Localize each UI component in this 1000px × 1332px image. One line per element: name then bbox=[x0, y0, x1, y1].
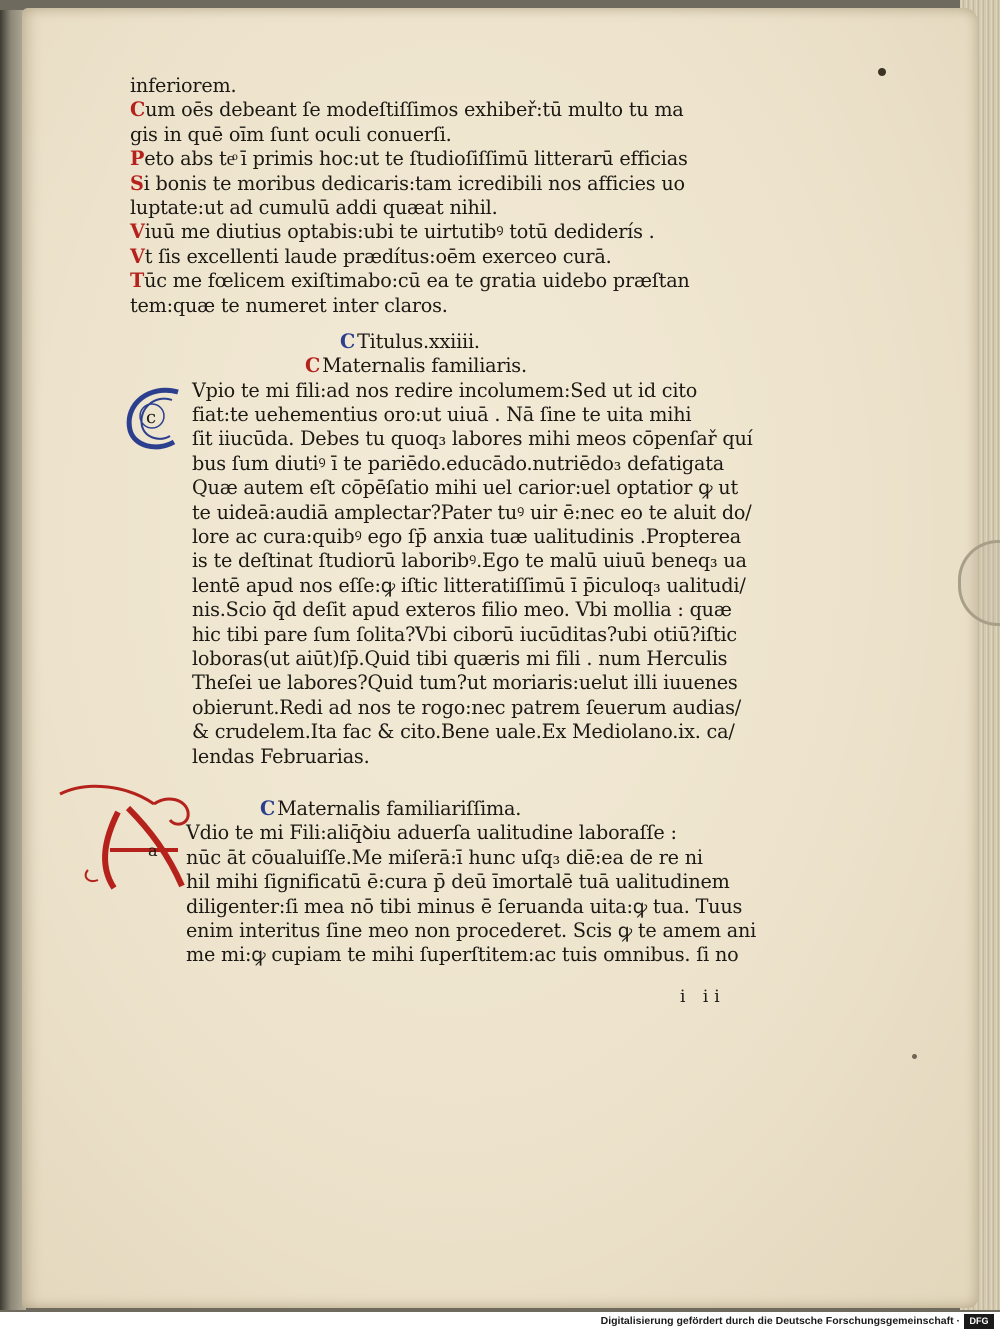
rubricated-initial: V bbox=[130, 220, 145, 244]
text-line bbox=[130, 220, 770, 244]
line-text: Quæ autem eſt cōpēſatio mihi uel carior:uel optatior ꝙ ut bbox=[192, 476, 738, 500]
line-text: lore ac cura:quibꝰ ego ſp̄ anxia tuæ ualitudinis .Propterea bbox=[192, 525, 741, 549]
line-text: ūc me fœlicem exiſtimabo:cū ea te gratia uidebo præſtan bbox=[144, 269, 690, 293]
letter-heading bbox=[130, 797, 770, 821]
line-text: hil mihi ſignificatū ē:cura p̄ deū īmortalē tuā ualitudinem bbox=[186, 870, 730, 894]
text-line bbox=[130, 172, 770, 196]
pilcrow-mark: C bbox=[260, 796, 276, 820]
text-line bbox=[192, 720, 770, 744]
line-text: eto abs teͦ ī primis hoc:ut te ſtudioſiſſimū litterarū efficias bbox=[144, 147, 688, 171]
text-line bbox=[192, 574, 770, 598]
letter-heading bbox=[130, 354, 770, 378]
rubricated-initial: S bbox=[130, 171, 144, 195]
line-text: nis.Scio q̄d deſit apud exteros filio meo. Vbi mollia : quæ bbox=[192, 598, 732, 622]
line-text: & crudelem.Ita fac & cito.Bene uale.Ex Mediolano.ix. ca/ bbox=[192, 720, 735, 744]
ink-spot bbox=[878, 68, 886, 76]
letter-heading-text: Maternalis familiaris. bbox=[322, 354, 527, 378]
text-line bbox=[130, 245, 770, 269]
line-text: luptate:ut ad cumulū addi quæat nihil. bbox=[130, 195, 498, 219]
line-text: Theſei ue labores?Quid tum?ut moriaris:uelut illi iuuenes bbox=[192, 671, 738, 695]
line-text: inferiorem. bbox=[130, 74, 237, 97]
paragraph-part1 bbox=[130, 74, 770, 318]
initial-c-guide-letter: c bbox=[146, 407, 157, 428]
paragraph-part2 bbox=[130, 379, 770, 769]
line-text: iuū me diutius optabis:ubi te uirtutibꝰ totū dediderís . bbox=[144, 220, 655, 244]
line-text: is te deſtinat ſtudiorū laboribꝰ.Ego te malū uiuū beneq₃ ua bbox=[192, 549, 747, 573]
section-title-text: Titulus.xxiiii. bbox=[357, 329, 480, 353]
rubricated-initial: C bbox=[130, 98, 146, 122]
footer-credit: Digitalisierung gefördert durch die Deutsche Forschungsgemeinschaft · bbox=[600, 1315, 960, 1327]
rubricated-initial: T bbox=[130, 269, 145, 293]
line-text: bus ſum diutiꝰ ī te pariēdo.educādo.nutriēdo₃ defatigata bbox=[192, 451, 724, 475]
footer-bar bbox=[0, 1312, 1000, 1332]
line-text: t ſis excellenti laude prædítus:oēm exerceo curā. bbox=[144, 244, 612, 268]
line-text: enim interitus ſine meo non procederet. Scis ꝙ te amem ani bbox=[186, 918, 757, 942]
line-text: lendas Februarias. bbox=[192, 744, 370, 768]
text-line bbox=[130, 294, 770, 318]
text-line bbox=[186, 943, 770, 967]
line-text: Vdio te mi Fili:aliq̄ꝺiu aduerſa ualitudine laboraſſe : bbox=[186, 821, 677, 845]
text-line bbox=[192, 501, 770, 525]
ink-spot bbox=[912, 1054, 917, 1059]
initial-a-guide-letter: a bbox=[148, 841, 158, 860]
line-text: te uideā:audiā amplectar?Pater tuꝰ uir ē:nec eo te aluit do/ bbox=[192, 500, 752, 524]
text-line bbox=[192, 745, 770, 769]
text-line bbox=[130, 98, 770, 122]
text-line bbox=[192, 476, 770, 500]
line-text: i bonis te moribus dedicaris:tam icredibili nos afficies uo bbox=[143, 171, 685, 195]
text-block bbox=[130, 74, 770, 968]
rubricated-initial: V bbox=[130, 244, 145, 268]
pilcrow-mark: C bbox=[340, 329, 356, 353]
letter-heading-text: Maternalis familiariſſima. bbox=[277, 796, 522, 820]
text-line bbox=[186, 919, 770, 943]
line-text: gis in quē oīm ſunt oculi conuerſi. bbox=[130, 122, 452, 146]
text-line bbox=[192, 623, 770, 647]
dfg-logo-icon: DFG bbox=[964, 1314, 994, 1329]
text-line bbox=[130, 269, 770, 293]
pilcrow-mark: C bbox=[305, 354, 321, 378]
text-line bbox=[192, 452, 770, 476]
folio-signature: i ii bbox=[680, 987, 726, 1007]
text-line bbox=[186, 821, 770, 845]
text-line bbox=[192, 525, 770, 549]
line-text: diligenter:ſi mea nō tibi minus ē ſeruanda uita:ꝙ tua. Tuus bbox=[186, 894, 743, 918]
line-text: tem:quæ te numeret inter claros. bbox=[130, 293, 448, 317]
text-line bbox=[192, 427, 770, 451]
text-line bbox=[130, 123, 770, 147]
text-line bbox=[192, 696, 770, 720]
text-line bbox=[192, 671, 770, 695]
text-line bbox=[192, 647, 770, 671]
text-line bbox=[192, 403, 770, 427]
paragraph-part3 bbox=[130, 821, 770, 967]
section-title bbox=[130, 330, 770, 354]
line-text: fiat:te uehementius oro:ut uiuā . Nā ſine te uita mihi bbox=[192, 403, 692, 427]
text-line bbox=[130, 147, 770, 171]
text-line bbox=[186, 846, 770, 870]
text-line bbox=[186, 895, 770, 919]
text-line bbox=[186, 870, 770, 894]
text-line bbox=[192, 598, 770, 622]
line-text: hic tibi pare ſum ſolita?Vbi ciborū iucūditas?ubi otiū?iſtic bbox=[192, 622, 737, 646]
text-line bbox=[130, 196, 770, 220]
text-line bbox=[130, 74, 770, 98]
text-line bbox=[192, 549, 770, 573]
line-text: Vpio te mi fili:ad nos redire incolumem:Sed ut id cito bbox=[192, 378, 698, 402]
line-text: um oēs debeant ſe modeſtiſſimos exhibeř:tū multo tu ma bbox=[145, 98, 684, 122]
text-line bbox=[192, 379, 770, 403]
line-text: obierunt.Redi ad nos te rogo:nec patrem ſeuerum audias/ bbox=[192, 695, 741, 719]
line-text: me mi:ꝙ cupiam te mihi ſuperſtitem:ac tuis omnibus. ſi no bbox=[186, 943, 739, 967]
line-text: loboras(ut aiūt)ſp̄.Quid tibi quæris mi fili . num Herculis bbox=[192, 646, 728, 670]
line-text: nūc āt cōualuiſſe.Me miſerā:ī hunc uſq₃ diē:ea de re ni bbox=[186, 845, 703, 869]
line-text: lentē apud nos eſſe:ꝙ iſtic litteratiſſimū ī p̄iculoq₃ ualitudi/ bbox=[192, 573, 746, 597]
line-text: ſit iiucūda. Debes tu quoq₃ labores mihi meos cōpenſař quí bbox=[192, 427, 753, 451]
rubricated-initial: P bbox=[130, 147, 145, 171]
